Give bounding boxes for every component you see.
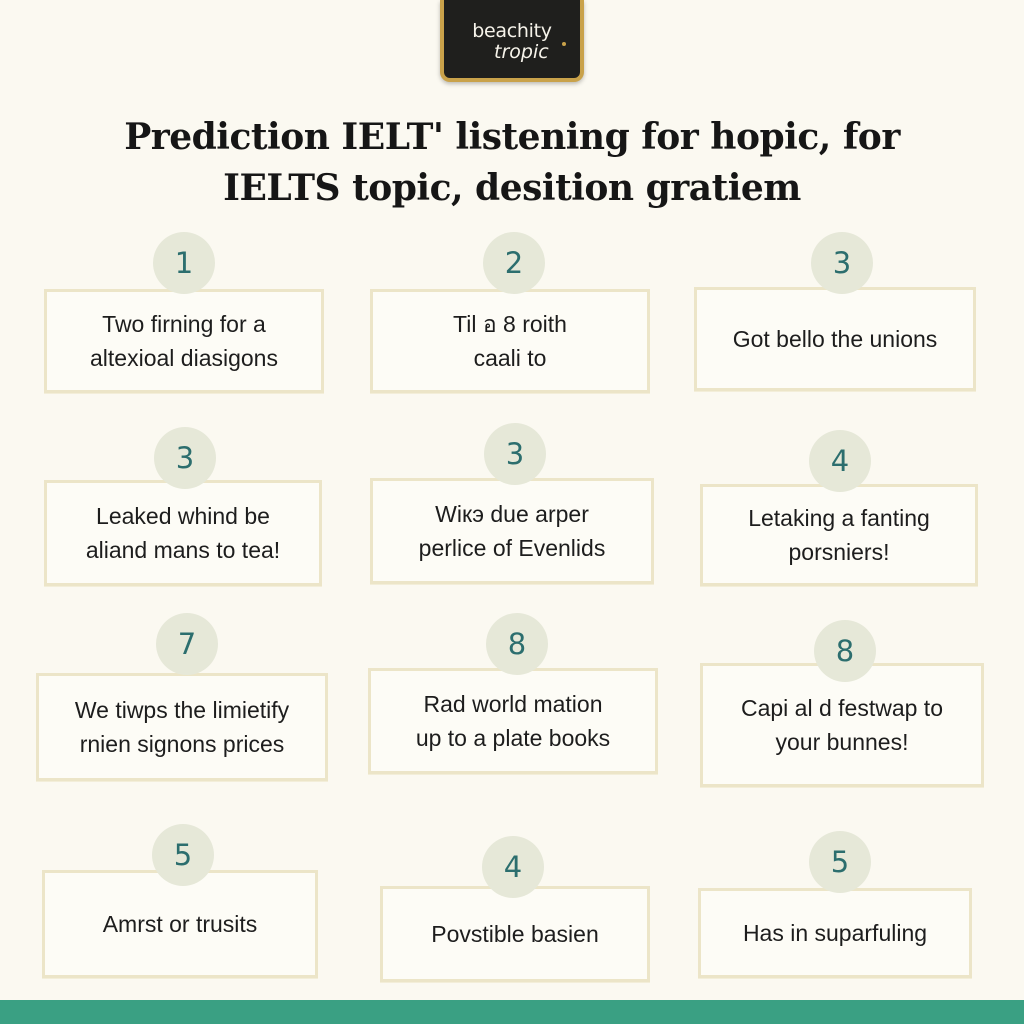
logo-text-line1: beachity [472,20,552,42]
card-text-line: We tiwps the limietify [74,697,290,723]
number-badge: 4 [482,836,544,898]
card-text-line: porsniers! [788,539,890,565]
footer-bar [0,1000,1024,1024]
card-text [723,322,948,356]
card-text-line: rnien signons prices [79,731,285,757]
card-text [80,307,288,375]
number-badge: 3 [484,423,546,485]
card-text [443,307,577,375]
card-text-line: Got bello the unions [732,326,938,352]
prediction-card [700,484,978,586]
number-badge: 2 [483,232,545,294]
card-text-line: altexioal diasigons [90,345,278,371]
card-text-line: aliand mans to tea! [85,537,281,563]
prediction-card [370,289,650,393]
card-text-line: Wiкэ due arper [435,501,589,527]
number-badge: 8 [486,613,548,675]
prediction-card [370,478,654,584]
number-badge: 4 [809,430,871,492]
card-text-line: perlice of Evenlids [418,535,606,561]
card-text [733,916,937,950]
card-text-line: Til อ 8 roith [453,311,567,337]
number-badge: 3 [154,427,216,489]
prediction-card [44,480,322,586]
number-badge: 5 [809,831,871,893]
card-text-line: up to a plate books [415,725,611,751]
card-text-line: Povstible basien [431,921,599,947]
prediction-card [698,888,972,978]
card-text [738,501,940,569]
card-text [409,497,616,565]
prediction-card [42,870,318,978]
card-text [731,691,953,759]
logo-text-line2: tropic [494,41,549,63]
card-text-line: Leaked whind be [96,503,270,529]
prediction-card [368,668,658,774]
card-text-line: Two firning for a [102,311,266,337]
card-text-line: Capi al d festwap to [740,695,943,721]
number-badge: 1 [153,232,215,294]
card-text-line: Amrst or trusits [102,911,258,937]
card-text [76,499,290,567]
card-text-line: Letaking a fanting [748,505,930,531]
card-text [421,917,609,951]
title-line-2: IELTS topic, desition gratiem [223,167,801,209]
prediction-card [36,673,328,781]
page-title [40,112,984,214]
prediction-card [694,287,976,391]
logo-mark-icon [562,42,566,46]
title-line-1: Prediction IELT' listening for hopic, for [124,116,900,158]
card-text-line: your bunnes! [775,729,909,755]
number-badge: 7 [156,613,218,675]
card-text [406,687,620,755]
prediction-card [44,289,324,393]
card-text [65,693,299,761]
card-text-line: Rad world mation [423,691,603,717]
number-badge: 3 [811,232,873,294]
number-badge: 5 [152,824,214,886]
card-text [93,907,268,941]
number-badge: 8 [814,620,876,682]
prediction-card [380,886,650,982]
brand-logo [440,0,584,82]
card-text-line: Has in suparfuling [742,920,928,946]
card-text-line: caali to [473,345,547,371]
